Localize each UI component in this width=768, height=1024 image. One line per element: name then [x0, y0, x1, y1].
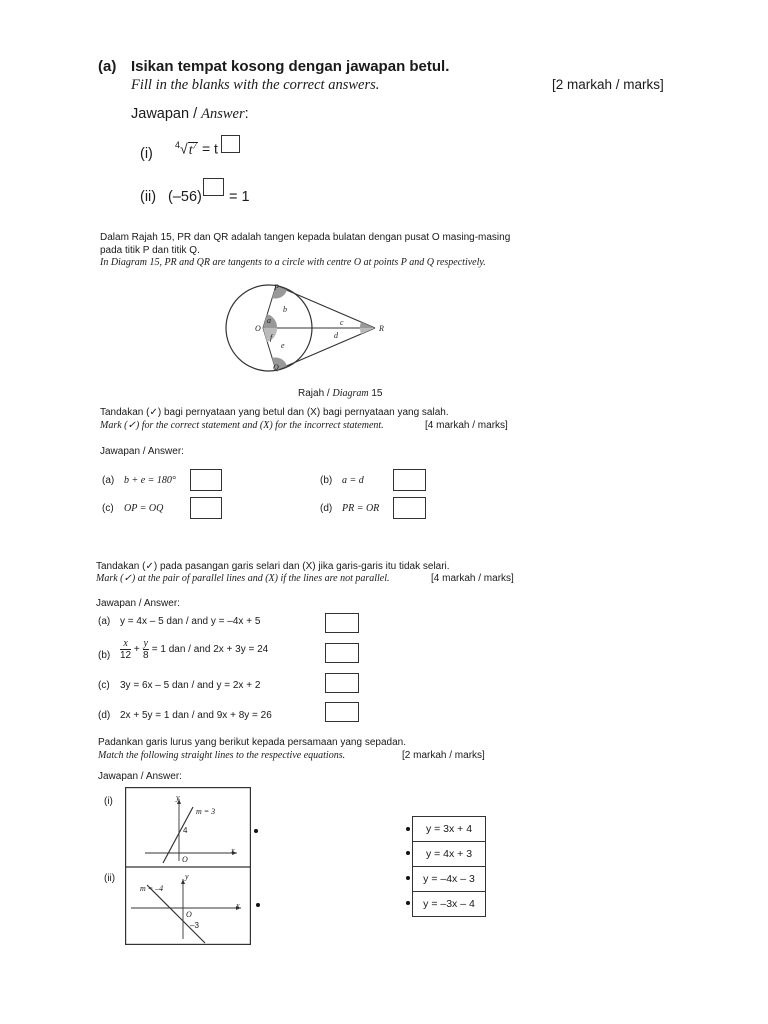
question-15-mark-instruction-ms: Tandakan (✓) bagi pernyataan yang betul dan (X) bagi pernyataan yang salah. [100, 407, 449, 418]
graphs-frame [125, 787, 251, 945]
parallel-item-a-answer-box[interactable] [325, 613, 359, 633]
question-15-mark-instruction-en: Mark (✓) for the correct statement and (X) for the incorrect statement. [100, 420, 384, 431]
label-e: e [281, 341, 285, 350]
part-a-item-1-label: (i) [140, 146, 153, 162]
parallel-item-b-expression: $\frac{x}{12}$ + $\frac{y}{8}$ = 1 dan / and 2x + 3y = 24 [120, 638, 269, 661]
graph-ii-match-dot[interactable] [256, 903, 260, 907]
graph-i-y-label: y [176, 793, 180, 802]
tangent-pr [276, 286, 375, 329]
question-15-answer-label: Jawapan / Answer: [100, 446, 184, 457]
part-a-item-1-answer-box[interactable] [221, 135, 240, 153]
parallel-item-b-label: (b) [98, 650, 111, 661]
statement-d-answer-box[interactable] [393, 497, 426, 519]
parallel-item-c-label: (c) [98, 680, 110, 691]
parallel-item-d-label: (d) [98, 710, 111, 721]
question-15-marks: [4 markah / marks] [425, 420, 508, 431]
statement-a-answer-box[interactable] [190, 469, 222, 491]
parallel-item-c-answer-box[interactable] [325, 673, 359, 693]
statement-a-label: (a) [102, 475, 115, 486]
statement-c-answer-box[interactable] [190, 497, 222, 519]
parallel-answer-label: Jawapan / Answer: [96, 598, 180, 609]
tangent-qr [276, 328, 375, 371]
part-a-instruction-ms: Isikan tempat kosong dengan jawapan betul. [131, 58, 450, 75]
graph-i-label: (i) [104, 796, 113, 807]
part-a-instruction-en: Fill in the blanks with the correct answers. [131, 77, 380, 93]
statement-d-text: PR = OR [342, 503, 380, 514]
label-d: d [334, 331, 338, 340]
equation-3: y = –4x – 3 [413, 867, 485, 892]
label-f: f [270, 333, 273, 342]
graph-i-intercept: 4 [183, 826, 188, 835]
part-a-item-2-base: (–56) [168, 189, 202, 205]
diagram-caption: Rajah / Diagram 15 [298, 388, 383, 399]
parallel-instruction-en: Mark (✓) at the pair of parallel lines and (X) if the lines are not parallel. [96, 573, 390, 584]
statement-b-text: a = d [342, 475, 364, 486]
equation-2-match-dot[interactable] [406, 851, 410, 855]
label-q: Q [273, 363, 279, 372]
equation-4-match-dot[interactable] [406, 901, 410, 905]
graph-i-match-dot[interactable] [254, 829, 258, 833]
statement-d-label: (d) [320, 503, 333, 514]
part-a-item-1-expression: $^4√t^7 = t$ [175, 140, 218, 158]
graph-ii-x-label: x [236, 901, 240, 910]
question-15-text-en: In Diagram 15, PR and QR are tangents to a circle with centre O at points P and Q respectively. [100, 257, 486, 268]
statement-a-text: b + e = 180° [124, 475, 176, 486]
label-p: P [274, 283, 279, 292]
parallel-item-d-answer-box[interactable] [325, 702, 359, 722]
graph-ii-y-label: y [185, 872, 189, 881]
label-o: O [255, 324, 261, 333]
statement-c-text: OP = OQ [124, 503, 164, 514]
equation-2: y = 4x + 3 [413, 842, 485, 867]
label-r: R [379, 324, 384, 333]
label-b: b [283, 305, 287, 314]
graph-ii-gradient: m = –4 [140, 884, 164, 893]
graph-i-line [163, 807, 193, 863]
parallel-marks: [4 markah / marks] [431, 573, 514, 584]
question-15-text-ms: Dalam Rajah 15, PR dan QR adalah tangen kepada bulatan dengan pusat O masing-masing pada titik P dan titik Q. [100, 232, 511, 256]
statement-b-label: (b) [320, 475, 333, 486]
statement-b-answer-box[interactable] [393, 469, 426, 491]
parallel-item-a-label: (a) [98, 616, 111, 627]
part-a-answer-label: Jawapan / Answer: [131, 106, 249, 122]
parallel-item-b-answer-box[interactable] [325, 643, 359, 663]
equations-table [412, 816, 486, 917]
graph-ii-origin: O [186, 910, 192, 919]
parallel-item-a-text: y = 4x – 5 dan / and y = –4x + 5 [120, 616, 261, 627]
part-a-label: (a) [98, 58, 117, 75]
label-c: c [340, 318, 344, 327]
match-instruction-en: Match the following straight lines to the respective equations. [98, 750, 346, 761]
equation-1-match-dot[interactable] [406, 827, 410, 831]
parallel-item-c-text: 3y = 6x – 5 dan / and y = 2x + 2 [120, 680, 261, 691]
graph-i-origin: O [182, 855, 188, 864]
graph-i-x-label: x [231, 846, 235, 855]
part-a-item-2-answer-box[interactable] [203, 178, 224, 196]
graph-ii-label: (ii) [104, 873, 116, 884]
statement-c-label: (c) [102, 503, 114, 514]
part-a-item-2-label: (ii) [140, 189, 157, 205]
part-a-item-2-equals: = 1 [229, 189, 250, 205]
part-a-marks: [2 markah / marks] [552, 77, 664, 92]
equation-3-match-dot[interactable] [406, 876, 410, 880]
angle-d [360, 328, 375, 334]
match-answer-label: Jawapan / Answer: [98, 771, 182, 782]
angle-c [360, 322, 375, 328]
match-marks: [2 markah / marks] [402, 750, 485, 761]
match-instruction-ms: Padankan garis lurus yang berikut kepada persamaan yang sepadan. [98, 737, 406, 748]
parallel-item-d-text: 2x + 5y = 1 dan / and 9x + 8y = 26 [120, 710, 272, 721]
graph-i-gradient: m = 3 [196, 807, 216, 816]
parallel-instruction-ms: Tandakan (✓) pada pasangan garis selari dan (X) jika garis-garis itu tidak selari. [96, 561, 450, 572]
graph-ii-intercept: –3 [190, 921, 199, 930]
label-a: a [267, 316, 271, 325]
equation-4: y = –3x – 4 [423, 898, 475, 910]
equation-1: y = 3x + 4 [413, 817, 485, 842]
diagram-15 [205, 280, 405, 380]
graph-ii-line [147, 885, 205, 943]
